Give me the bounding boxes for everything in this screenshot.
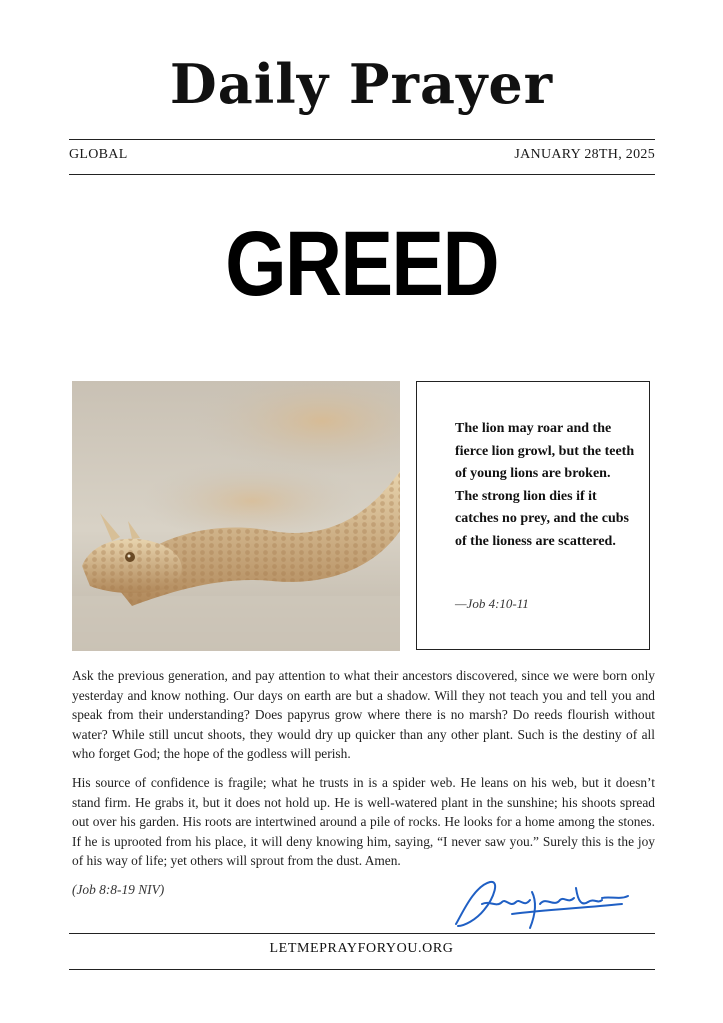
masthead-title: Daily Prayer — [169, 52, 554, 116]
signature-image — [452, 874, 632, 936]
verse-reference: —Job 4:10-11 — [455, 596, 529, 611]
scripture-citation: (Job 8:8-19 NIV) — [72, 882, 165, 897]
footer-bottom-rule — [69, 969, 655, 970]
top-rule — [69, 139, 655, 140]
body-paragraph-2: His source of confidence is fragile; what he trusts in is a spider web. He leans on his web, but it doesn’t stand firm. He grabs it, but it does not hold up. He is well-watered plant in the sunshine; his shoots spread out over his garden. His roots are intertwined around a pile of rocks. He looks for a home among the stones. If he is uprooted from his place, it will deny knowing him, saying, “I never saw you.” Surely this is the joy of his way of life; yet others will sprout from the dust. Amen. — [72, 775, 655, 869]
snake-photo — [72, 381, 400, 651]
body-paragraph-1: Ask the previous generation, and pay attention to what their ancestors discovered, since we were born only yesterday and know nothing. Our days on earth are but a shadow. Will they not teach you and tell you and speak from their understanding? Does papyrus grow where there is no marsh? Do reeds flourish without water? While still uncut shoots, they would dry up quicker than any other plant. Such is the destiny of all who forget God; the hope of the godless will perish. — [72, 668, 655, 762]
verse-text: The lion may roar and the fierce lion growl, but the teeth of young lions are broken. The strong lion dies if it catches no prey, and the cubs of the lioness are scattered. — [455, 421, 635, 549]
dateline — [69, 147, 655, 163]
footer-top-rule — [69, 933, 655, 934]
footer-website[interactable]: LETMEPRAYFORYOU.ORG — [269, 941, 454, 956]
dateline-rule — [69, 174, 655, 175]
region-label: GLOBAL — [69, 147, 128, 162]
headline: GREED — [225, 213, 498, 315]
date-label: JANUARY 28TH, 2025 — [514, 147, 655, 162]
verse-box — [416, 381, 650, 650]
